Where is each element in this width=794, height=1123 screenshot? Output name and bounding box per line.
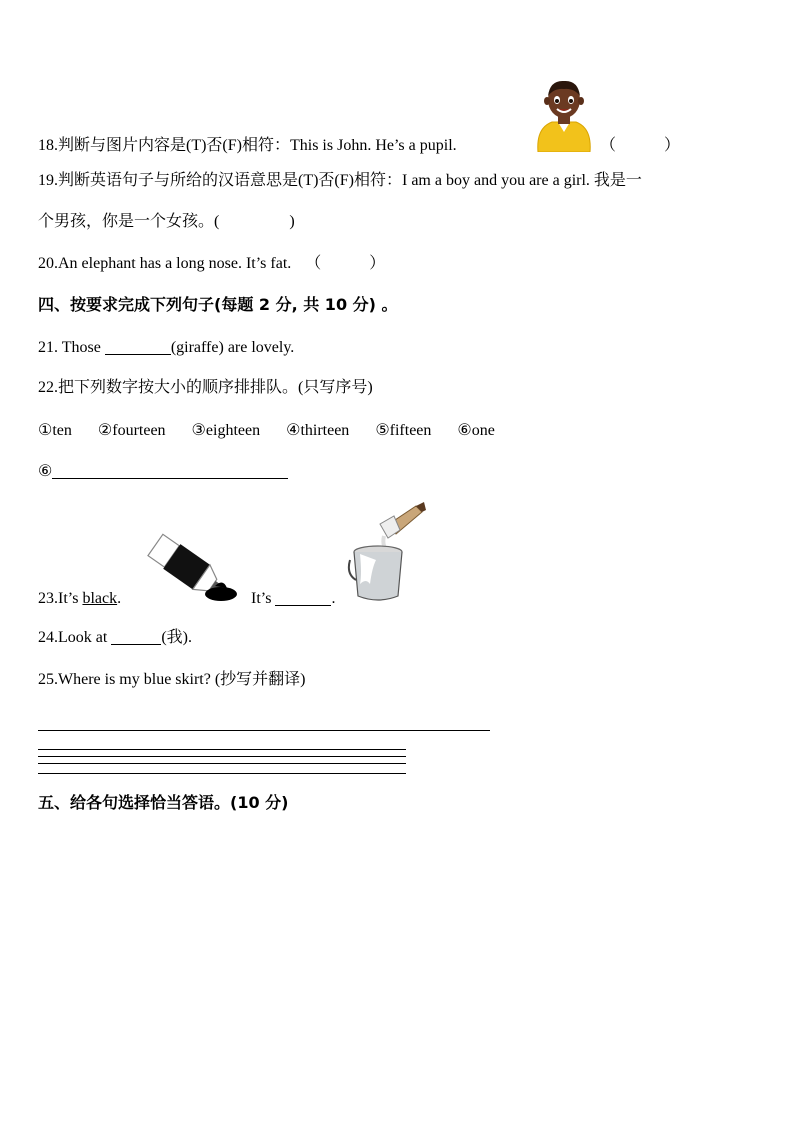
- answer-prefix: ⑥: [38, 463, 53, 480]
- question-22: [38, 378, 373, 398]
- question-20: [38, 254, 385, 274]
- question-23-left-prefix: 23.It’s: [38, 590, 83, 607]
- paren-open: （: [305, 255, 322, 272]
- question-23: [38, 589, 121, 609]
- question-25-text: 25.Where is my blue skirt? (抄写并翻译): [38, 671, 306, 688]
- number-item: ⑤fifteen: [375, 422, 432, 439]
- section-5-title: 五、给各句选择恰当答语。(10 分): [38, 793, 289, 812]
- number-item: ⑥one: [457, 422, 495, 439]
- question-23-left-suffix: .: [117, 590, 122, 607]
- question-23-right-prefix: It’s: [251, 590, 272, 607]
- number-item: ③eighteen: [191, 422, 261, 439]
- copy-writing-line[interactable]: [38, 756, 406, 757]
- question-23-example-word: black: [82, 590, 118, 607]
- question-22-text: 22.把下列数字按大小的顺序排排队。(只写序号): [38, 379, 373, 396]
- answer-blank[interactable]: [52, 462, 288, 479]
- number-list: [38, 421, 517, 441]
- copy-writing-line[interactable]: [38, 749, 406, 750]
- question-24-prefix: 24.Look at: [38, 629, 108, 646]
- question-18: [38, 136, 457, 156]
- question-20-text: 20.An elephant has a long nose. It’s fat.: [38, 255, 292, 272]
- paren-close: ）: [664, 137, 681, 154]
- number-item: ④thirteen: [286, 422, 350, 439]
- question-24-suffix: (我).: [161, 629, 192, 646]
- white-paint-bucket-image: [346, 500, 428, 604]
- answer-blank[interactable]: [105, 338, 171, 355]
- paren-close: ): [289, 213, 295, 230]
- question-25: [38, 670, 306, 690]
- answer-blank[interactable]: [111, 628, 161, 645]
- question-23-right: [251, 589, 335, 609]
- copy-writing-line[interactable]: [38, 773, 406, 774]
- boy-pupil-image: [532, 78, 596, 152]
- number-item: ②fourteen: [97, 422, 166, 439]
- paren-open: （: [600, 137, 617, 154]
- question-21-prefix: 21. Those: [38, 339, 101, 356]
- question-22-answer: [38, 462, 288, 482]
- question-19-line2: [38, 212, 295, 232]
- question-18-text: 18.判断与图片内容是(T)否(F)相符：This is John. He’s a pupil.: [38, 137, 457, 154]
- question-19-line1: [38, 171, 642, 191]
- answer-blank[interactable]: [275, 589, 331, 606]
- black-paint-tube-image: [145, 532, 241, 602]
- question-24: [38, 628, 192, 648]
- number-item: ①ten: [38, 422, 72, 439]
- translation-answer-line[interactable]: [38, 730, 490, 731]
- section-4-title: 四、按要求完成下列句子(每题 2 分, 共 10 分) 。: [38, 295, 398, 314]
- question-18-paren: [600, 136, 680, 156]
- question-23-right-suffix: .: [331, 590, 336, 607]
- copy-writing-line[interactable]: [38, 763, 406, 764]
- paren-close: ）: [369, 255, 386, 272]
- question-19-text: 19.判断英语句子与所给的汉语意思是(T)否(F)相符：I am a boy and you are a girl. 我是一: [38, 172, 642, 189]
- question-21-suffix: (giraffe) are lovely.: [170, 339, 295, 356]
- question-21: [38, 338, 294, 358]
- question-19-text-cont: 个男孩，你是一个女孩。(: [38, 213, 220, 230]
